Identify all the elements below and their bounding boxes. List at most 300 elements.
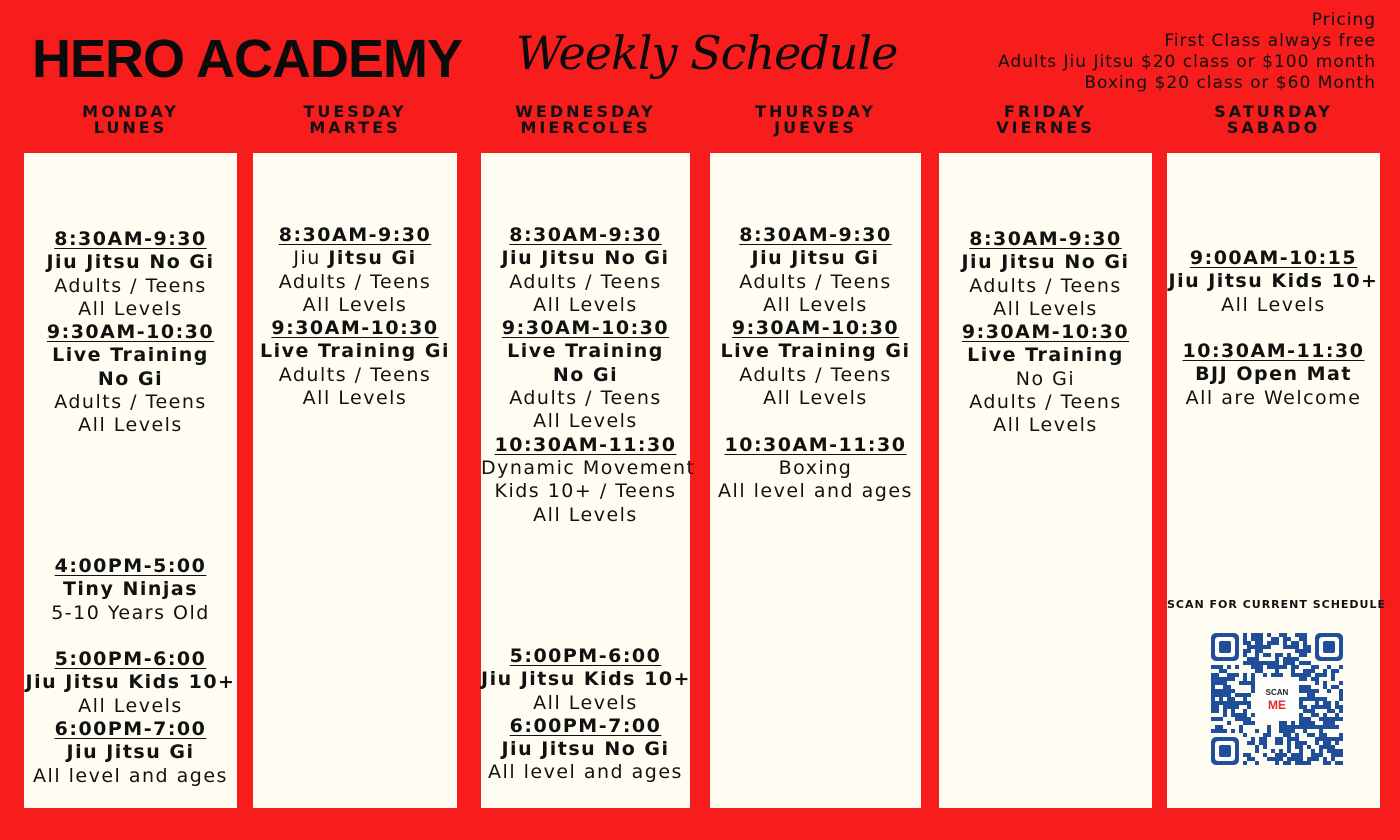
qr-module (1299, 689, 1303, 693)
qr-module (1287, 661, 1291, 665)
qr-module (1259, 737, 1263, 741)
qr-module (1263, 733, 1267, 737)
qr-module (1211, 689, 1215, 693)
qr-module (1331, 753, 1335, 757)
qr-module (1299, 705, 1303, 709)
qr-module (1319, 725, 1323, 729)
pricing-line: Boxing $20 class or $60 Month (1084, 73, 1376, 93)
qr-module (1303, 685, 1307, 689)
qr-module (1255, 749, 1259, 753)
qr-module (1219, 677, 1223, 681)
qr-module (1243, 701, 1247, 705)
qr-module (1219, 701, 1223, 705)
qr-module (1227, 693, 1231, 697)
qr-module (1303, 709, 1307, 713)
qr-module (1239, 681, 1243, 685)
class-level: All level and ages (33, 764, 228, 787)
qr-module (1307, 669, 1311, 673)
qr-module (1255, 641, 1259, 645)
qr-module (1219, 717, 1223, 721)
qr-module (1215, 693, 1219, 697)
qr-module (1243, 761, 1247, 765)
class-name: No Gi (552, 363, 619, 386)
qr-module (1331, 725, 1335, 729)
qr-module (1263, 673, 1267, 677)
qr-module (1295, 737, 1299, 741)
qr-module (1287, 653, 1291, 657)
qr-module (1259, 741, 1263, 745)
qr-module (1331, 737, 1335, 741)
qr-module (1247, 717, 1251, 721)
tuesday-column (253, 153, 457, 808)
qr-module (1295, 673, 1299, 677)
class-time: 8:30AM-9:30 (54, 228, 207, 250)
saturday-classes (1167, 247, 1380, 410)
qr-module (1315, 701, 1319, 705)
class-time: 8:30AM-9:30 (739, 224, 892, 246)
qr-module (1307, 745, 1311, 749)
qr-module (1323, 705, 1327, 709)
qr-module (1327, 725, 1331, 729)
qr-module (1243, 717, 1247, 721)
qr-module (1283, 645, 1287, 649)
friday-column (939, 153, 1152, 808)
qr-module (1231, 701, 1235, 705)
qr-module (1319, 673, 1323, 677)
class-level: All Levels (78, 297, 183, 320)
qr-module (1303, 637, 1307, 641)
qr-module (1243, 681, 1247, 685)
qr-module (1235, 701, 1239, 705)
qr-module (1303, 653, 1307, 657)
qr-module (1247, 645, 1251, 649)
class-name: No Gi (97, 367, 164, 390)
qr-module (1311, 709, 1315, 713)
qr-module (1255, 637, 1259, 641)
qr-module (1331, 749, 1335, 753)
qr-module (1295, 753, 1299, 757)
qr-module (1251, 721, 1255, 725)
qr-module (1307, 685, 1311, 689)
qr-module (1251, 637, 1255, 641)
qr-module (1311, 733, 1315, 737)
qr-module (1283, 753, 1287, 757)
qr-module (1315, 673, 1319, 677)
qr-module (1339, 733, 1343, 737)
class-name: Dynamic Movement (481, 456, 696, 479)
day-header-wednesday: WEDNESDAY MIERCOLES (515, 102, 656, 137)
qr-badge-top: SCAN (1265, 688, 1289, 697)
qr-module (1323, 757, 1327, 761)
qr-module (1263, 661, 1267, 665)
qr-module (1255, 661, 1259, 665)
qr-module (1263, 653, 1267, 657)
qr-module (1311, 749, 1315, 753)
class-level: All Levels (78, 694, 183, 717)
qr-module (1295, 649, 1299, 653)
class-name: BJJ Open Mat (1195, 363, 1352, 386)
qr-module (1307, 709, 1311, 713)
qr-module (1307, 697, 1311, 701)
class-name: Jiu Jitsu Kids 10+ (481, 668, 691, 691)
qr-module (1295, 641, 1299, 645)
class-name: Boxing (778, 456, 853, 479)
qr-module (1231, 709, 1235, 713)
qr-module (1215, 705, 1219, 709)
qr-module (1263, 737, 1267, 741)
qr-module (1323, 741, 1327, 745)
qr-module (1327, 761, 1331, 765)
qr-module (1323, 745, 1327, 749)
qr-module (1339, 753, 1343, 757)
class-time: 9:30AM-10:30 (46, 321, 215, 344)
qr-module (1299, 713, 1303, 717)
qr-module (1339, 749, 1343, 753)
class-name: Tiny Ninjas (62, 578, 199, 601)
pricing-line: Adults Jiu Jitsu $20 class or $100 month (998, 52, 1376, 72)
qr-module (1303, 633, 1307, 637)
qr-module (1307, 717, 1311, 721)
qr-module (1331, 669, 1335, 673)
qr-module (1223, 685, 1227, 689)
qr-module (1303, 689, 1307, 693)
qr-module (1339, 693, 1343, 697)
class-name: Jiu Jitsu Kids 10+ (25, 671, 236, 694)
qr-module (1251, 681, 1255, 685)
qr-module (1279, 737, 1283, 741)
qr-module (1335, 749, 1339, 753)
qr-module (1227, 697, 1231, 701)
class-time: 8:30AM-9:30 (969, 228, 1122, 250)
qr-module (1319, 729, 1323, 733)
class-time: 8:30AM-9:30 (278, 224, 432, 246)
qr-module (1235, 705, 1239, 709)
qr-module (1299, 653, 1303, 657)
qr-module (1243, 649, 1247, 653)
qr-module (1311, 757, 1315, 761)
qr-module (1311, 665, 1315, 669)
qr-module (1311, 693, 1315, 697)
qr-module (1215, 665, 1219, 669)
qr-module (1303, 729, 1307, 733)
qr-module (1307, 733, 1311, 737)
qr-module (1327, 741, 1331, 745)
qr-module (1215, 717, 1219, 721)
qr-module (1223, 669, 1227, 673)
qr-module (1303, 721, 1307, 725)
qr-module (1315, 665, 1319, 669)
qr-module (1283, 733, 1287, 737)
qr-module (1283, 761, 1287, 765)
saturday-column (1167, 153, 1387, 808)
class-name: Live Training (967, 344, 1124, 367)
qr-module (1303, 677, 1307, 681)
spacer (1167, 317, 1380, 340)
monday-morning-classes (24, 228, 237, 438)
class-time: 6:00PM-7:00 (509, 714, 662, 737)
class-name: Jiu Jitsu Gi (293, 247, 417, 270)
qr-module (1335, 741, 1339, 745)
academy-title: HERO ACADEMY (32, 29, 463, 89)
day-header-saturday: SATURDAY SABADO (1214, 102, 1333, 137)
qr-module (1247, 757, 1251, 761)
qr-module (1319, 717, 1323, 721)
qr-module (1287, 725, 1291, 729)
qr-module (1215, 689, 1219, 693)
qr-module (1279, 721, 1283, 725)
qr-module (1283, 729, 1287, 733)
qr-module (1243, 641, 1247, 645)
qr-module (1223, 729, 1227, 733)
class-audience: Adults / Teens (54, 391, 207, 414)
thursday-classes (710, 224, 921, 504)
qr-module (1279, 749, 1283, 753)
qr-module (1215, 677, 1219, 681)
spacer (24, 625, 237, 648)
qr-module (1307, 673, 1311, 677)
qr-module (1235, 717, 1239, 721)
qr-module (1319, 745, 1323, 749)
qr-module (1211, 665, 1215, 669)
qr-module (1251, 685, 1255, 689)
qr-module (1235, 713, 1239, 717)
day-header-tuesday: TUESDAY MARTES (303, 102, 407, 137)
qr-module (1283, 661, 1287, 665)
qr-module (1279, 753, 1283, 757)
qr-module (1263, 645, 1267, 649)
qr-module (1215, 681, 1219, 685)
qr-module (1323, 669, 1327, 673)
qr-module (1295, 761, 1299, 765)
qr-module (1267, 645, 1271, 649)
qr-module (1247, 657, 1251, 661)
class-level: All Levels (993, 297, 1098, 320)
qr-module (1215, 725, 1219, 729)
class-level: All Levels (533, 410, 638, 433)
qr-module (1227, 677, 1231, 681)
class-name: Jiu Jitsu Gi (751, 247, 880, 270)
qr-module (1307, 757, 1311, 761)
class-name: Live Training (52, 344, 209, 367)
qr-module (1311, 753, 1315, 757)
qr-module (1259, 637, 1263, 641)
qr-module (1251, 677, 1255, 681)
qr-module (1211, 681, 1215, 685)
qr-module (1295, 725, 1299, 729)
class-audience: Kids 10+ / Teens (494, 480, 677, 503)
class-name: Jiu Jitsu Gi (66, 741, 195, 764)
thursday-column (710, 153, 921, 808)
qr-module (1235, 673, 1239, 677)
qr-module (1243, 753, 1247, 757)
qr-module (1243, 693, 1247, 697)
qr-module (1271, 757, 1275, 761)
qr-module (1275, 741, 1279, 745)
qr-module (1323, 737, 1327, 741)
qr-module (1299, 701, 1303, 705)
qr-module (1259, 649, 1263, 653)
qr-module (1271, 673, 1275, 677)
qr-module (1315, 681, 1319, 685)
qr-module (1283, 641, 1287, 645)
qr-module (1327, 665, 1331, 669)
qr-module (1287, 761, 1291, 765)
qr-module (1219, 729, 1223, 733)
qr-module (1311, 725, 1315, 729)
qr-module (1335, 717, 1339, 721)
qr-module (1239, 717, 1243, 721)
class-level: All Levels (302, 387, 408, 410)
qr-module (1315, 737, 1319, 741)
qr-module (1251, 689, 1255, 693)
qr-module (1327, 721, 1331, 725)
qr-module (1315, 689, 1319, 693)
qr-module (1287, 637, 1291, 641)
qr-module (1227, 689, 1231, 693)
class-time: 9:30AM-10:30 (271, 317, 439, 340)
qr-module (1339, 689, 1343, 693)
qr-module (1295, 733, 1299, 737)
qr-module (1267, 653, 1271, 657)
qr-module (1279, 673, 1283, 677)
qr-module (1251, 713, 1255, 717)
qr-module (1323, 761, 1327, 765)
qr-module (1219, 665, 1223, 669)
qr-module (1243, 733, 1247, 737)
qr-module (1327, 701, 1331, 705)
qr-module (1339, 709, 1343, 713)
qr-module (1251, 661, 1255, 665)
qr-module (1291, 669, 1295, 673)
class-level: All Levels (763, 387, 868, 410)
qr-module (1311, 705, 1315, 709)
qr-module (1307, 645, 1311, 649)
qr-module (1303, 761, 1307, 765)
qr-module (1327, 709, 1331, 713)
class-time: 10:30AM-11:30 (724, 433, 907, 456)
qr-module (1251, 673, 1255, 677)
qr-module (1219, 689, 1223, 693)
qr-module (1303, 705, 1307, 709)
class-name: Jiu Jitsu No Gi (501, 247, 670, 270)
class-audience: Adults / Teens (969, 391, 1122, 414)
qr-module (1283, 725, 1287, 729)
class-audience: Adults / Teens (739, 363, 892, 386)
tuesday-classes (253, 224, 457, 410)
qr-module (1319, 749, 1323, 753)
qr-module (1223, 709, 1227, 713)
qr-module (1243, 713, 1247, 717)
qr-module (1247, 681, 1251, 685)
class-time: 4:00PM-5:00 (54, 555, 207, 577)
qr-module (1303, 645, 1307, 649)
class-level: All Levels (533, 293, 638, 316)
class-time: 9:30AM-10:30 (961, 321, 1130, 344)
qr-module (1299, 741, 1303, 745)
qr-module (1291, 737, 1295, 741)
qr-module (1279, 725, 1283, 729)
qr-module (1287, 729, 1291, 733)
class-audience: Adults / Teens (54, 274, 207, 297)
qr-module (1275, 637, 1279, 641)
qr-module (1215, 709, 1219, 713)
qr-module (1243, 637, 1247, 641)
qr-module (1303, 697, 1307, 701)
qr-module (1311, 677, 1315, 681)
qr-module (1279, 653, 1283, 657)
class-level: All Levels (302, 293, 408, 316)
qr-module (1275, 761, 1279, 765)
qr-module (1263, 741, 1267, 745)
qr-module (1271, 637, 1275, 641)
qr-module (1303, 725, 1307, 729)
qr-module (1279, 633, 1283, 637)
qr-module (1211, 705, 1215, 709)
qr-module (1315, 741, 1319, 745)
qr-module (1295, 757, 1299, 761)
qr-module (1287, 645, 1291, 649)
qr-module (1271, 665, 1275, 669)
qr-module (1267, 725, 1271, 729)
qr-module (1227, 701, 1231, 705)
qr-module (1243, 697, 1247, 701)
class-level: All Levels (1221, 293, 1326, 316)
qr-module (1255, 669, 1259, 673)
qr-module (1291, 753, 1295, 757)
qr-module (1227, 673, 1231, 677)
class-name: No Gi (1015, 367, 1076, 390)
qr-module (1263, 753, 1267, 757)
class-level: All Levels (533, 503, 638, 526)
qr-module (1335, 761, 1339, 765)
qr-module (1339, 717, 1343, 721)
qr-module (1211, 717, 1215, 721)
qr-module (1299, 649, 1303, 653)
class-time: 5:00PM-6:00 (509, 645, 662, 667)
qr-code-icon[interactable] (1211, 633, 1343, 765)
wednesday-column (481, 153, 696, 808)
qr-module (1303, 717, 1307, 721)
qr-module (1303, 641, 1307, 645)
qr-module (1315, 757, 1319, 761)
class-audience: All are Welcome (1185, 386, 1362, 409)
qr-module (1299, 757, 1303, 761)
class-level: All Levels (78, 414, 183, 437)
qr-module (1263, 745, 1267, 749)
qr-module (1259, 669, 1263, 673)
qr-module (1331, 717, 1335, 721)
qr-module (1243, 633, 1247, 637)
qr-module (1251, 741, 1255, 745)
qr-module (1291, 665, 1295, 669)
qr-module (1287, 733, 1291, 737)
day-header-monday: MONDAY LUNES (82, 102, 179, 137)
qr-module (1291, 661, 1295, 665)
qr-module (1215, 673, 1219, 677)
qr-module (1315, 677, 1319, 681)
qr-module (1303, 741, 1307, 745)
qr-module (1307, 721, 1311, 725)
qr-module (1275, 657, 1279, 661)
qr-module (1211, 709, 1215, 713)
qr-module (1223, 713, 1227, 717)
qr-module (1319, 753, 1323, 757)
class-level: All level and ages (488, 761, 683, 784)
qr-module (1291, 721, 1295, 725)
qr-module (1259, 641, 1263, 645)
qr-module (1271, 641, 1275, 645)
class-name: Jiu Jitsu No Gi (961, 251, 1130, 274)
